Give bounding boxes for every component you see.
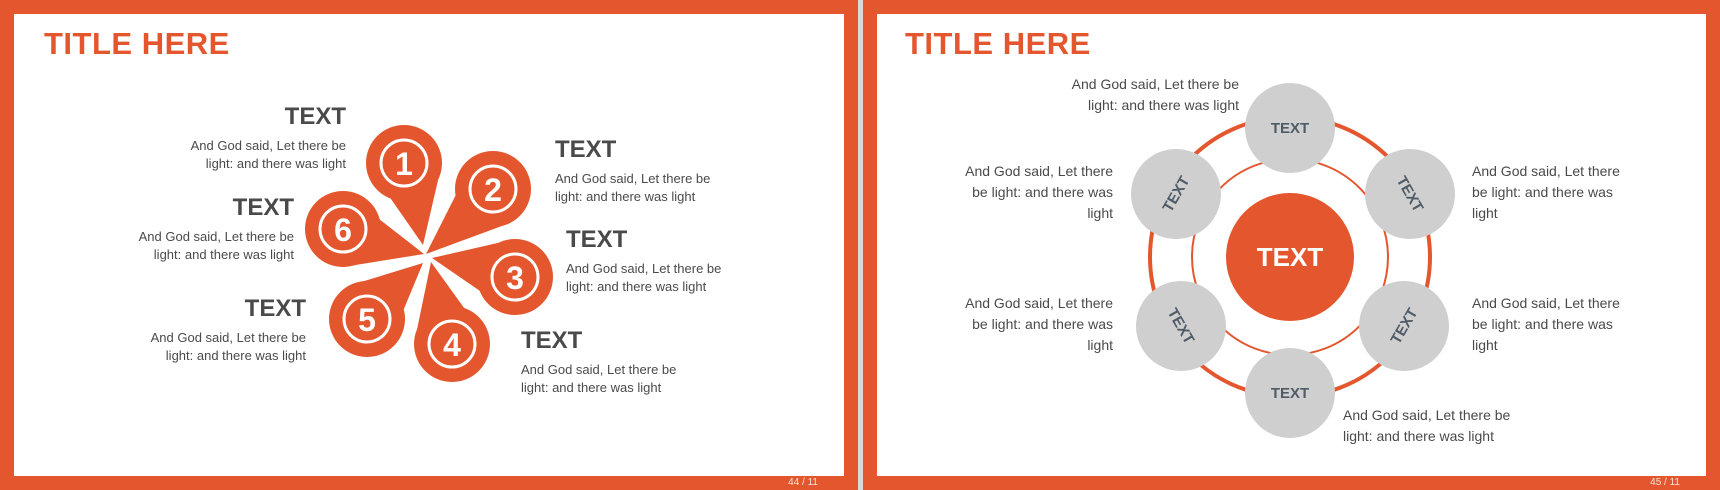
petal-5-heading: TEXT bbox=[244, 295, 306, 322]
text-line: And God said, Let there be bbox=[1343, 407, 1511, 423]
text-bottom bbox=[1343, 405, 1543, 447]
text-line: And God said, Let there be bbox=[566, 261, 722, 276]
text-upper-right bbox=[1472, 161, 1662, 224]
text-line: And God said, Let there be bbox=[138, 229, 294, 244]
page-number: 45 / 11 bbox=[1650, 477, 1680, 488]
node-lower-left-label: TEXT bbox=[1163, 305, 1198, 348]
text-line: be light: and there was bbox=[1472, 316, 1613, 332]
petal-1-number: 1 bbox=[395, 146, 413, 182]
slide-45 bbox=[863, 0, 1720, 490]
page-number: 44 / 11 bbox=[788, 477, 818, 488]
text-line: And God said, Let there bbox=[1472, 295, 1620, 311]
petal-1-text bbox=[150, 137, 346, 173]
text-top bbox=[1041, 74, 1239, 116]
text-line: be light: and there was bbox=[972, 184, 1113, 200]
petal-5 bbox=[329, 263, 423, 357]
center-label: TEXT bbox=[1256, 242, 1324, 272]
petal-6-number: 6 bbox=[334, 212, 352, 248]
slide-44 bbox=[0, 0, 858, 490]
petal-6-text bbox=[98, 228, 294, 264]
text-line: light bbox=[1087, 337, 1113, 353]
petal-5-number: 5 bbox=[358, 302, 376, 338]
text-line: light: and there was light bbox=[521, 380, 662, 395]
petal-2-text bbox=[555, 170, 755, 206]
text-line: light: and there was light bbox=[566, 279, 707, 294]
petal-2-heading: TEXT bbox=[555, 136, 617, 163]
text-line: And God said, Let there be bbox=[190, 138, 346, 153]
text-line: light bbox=[1087, 205, 1113, 221]
node-upper-right-label: TEXT bbox=[1392, 173, 1427, 216]
petal-5-text bbox=[110, 329, 306, 365]
text-line: And God said, Let there bbox=[965, 295, 1113, 311]
slide-title: TITLE HERE bbox=[905, 26, 1091, 61]
text-line: light: and there was light bbox=[153, 247, 294, 262]
text-line: light: and there was light bbox=[205, 156, 346, 171]
text-line: And God said, Let there be bbox=[555, 171, 711, 186]
text-line: light bbox=[1472, 205, 1498, 221]
node-upper-left-label: TEXT bbox=[1159, 173, 1194, 216]
text-upper-left bbox=[937, 161, 1113, 224]
petal-1-heading: TEXT bbox=[284, 103, 346, 130]
petal-6-heading: TEXT bbox=[232, 194, 294, 221]
text-line: And God said, Let there bbox=[965, 163, 1113, 179]
petal-4-heading: TEXT bbox=[521, 327, 583, 354]
text-line: light: and there was light bbox=[1088, 97, 1239, 113]
petal-3-text bbox=[566, 260, 766, 296]
node-bottom-label: TEXT bbox=[1270, 385, 1310, 402]
text-line: And God said, Let there be bbox=[521, 362, 677, 377]
petal-3-number: 3 bbox=[506, 260, 524, 296]
text-line: light: and there was light bbox=[555, 189, 696, 204]
text-line: light: and there was light bbox=[165, 348, 306, 363]
text-line: And God said, Let there bbox=[1472, 163, 1620, 179]
node-lower-right-label: TEXT bbox=[1387, 305, 1422, 348]
petal-3-heading: TEXT bbox=[566, 226, 628, 253]
text-line: light bbox=[1472, 337, 1498, 353]
text-line: be light: and there was bbox=[972, 316, 1113, 332]
petal-4-text bbox=[521, 361, 721, 397]
cycle-diagram bbox=[863, 0, 1720, 490]
slide-title: TITLE HERE bbox=[44, 26, 230, 61]
petal-4-number: 4 bbox=[443, 327, 461, 363]
text-line: And God said, Let there be bbox=[1071, 76, 1239, 92]
petal-2-number: 2 bbox=[484, 172, 502, 208]
text-line: light: and there was light bbox=[1343, 428, 1494, 444]
text-line: be light: and there was bbox=[1472, 184, 1613, 200]
node-top-label: TEXT bbox=[1270, 120, 1310, 137]
text-lower-right bbox=[1472, 293, 1662, 356]
text-lower-left bbox=[937, 293, 1113, 356]
text-line: And God said, Let there be bbox=[150, 330, 306, 345]
